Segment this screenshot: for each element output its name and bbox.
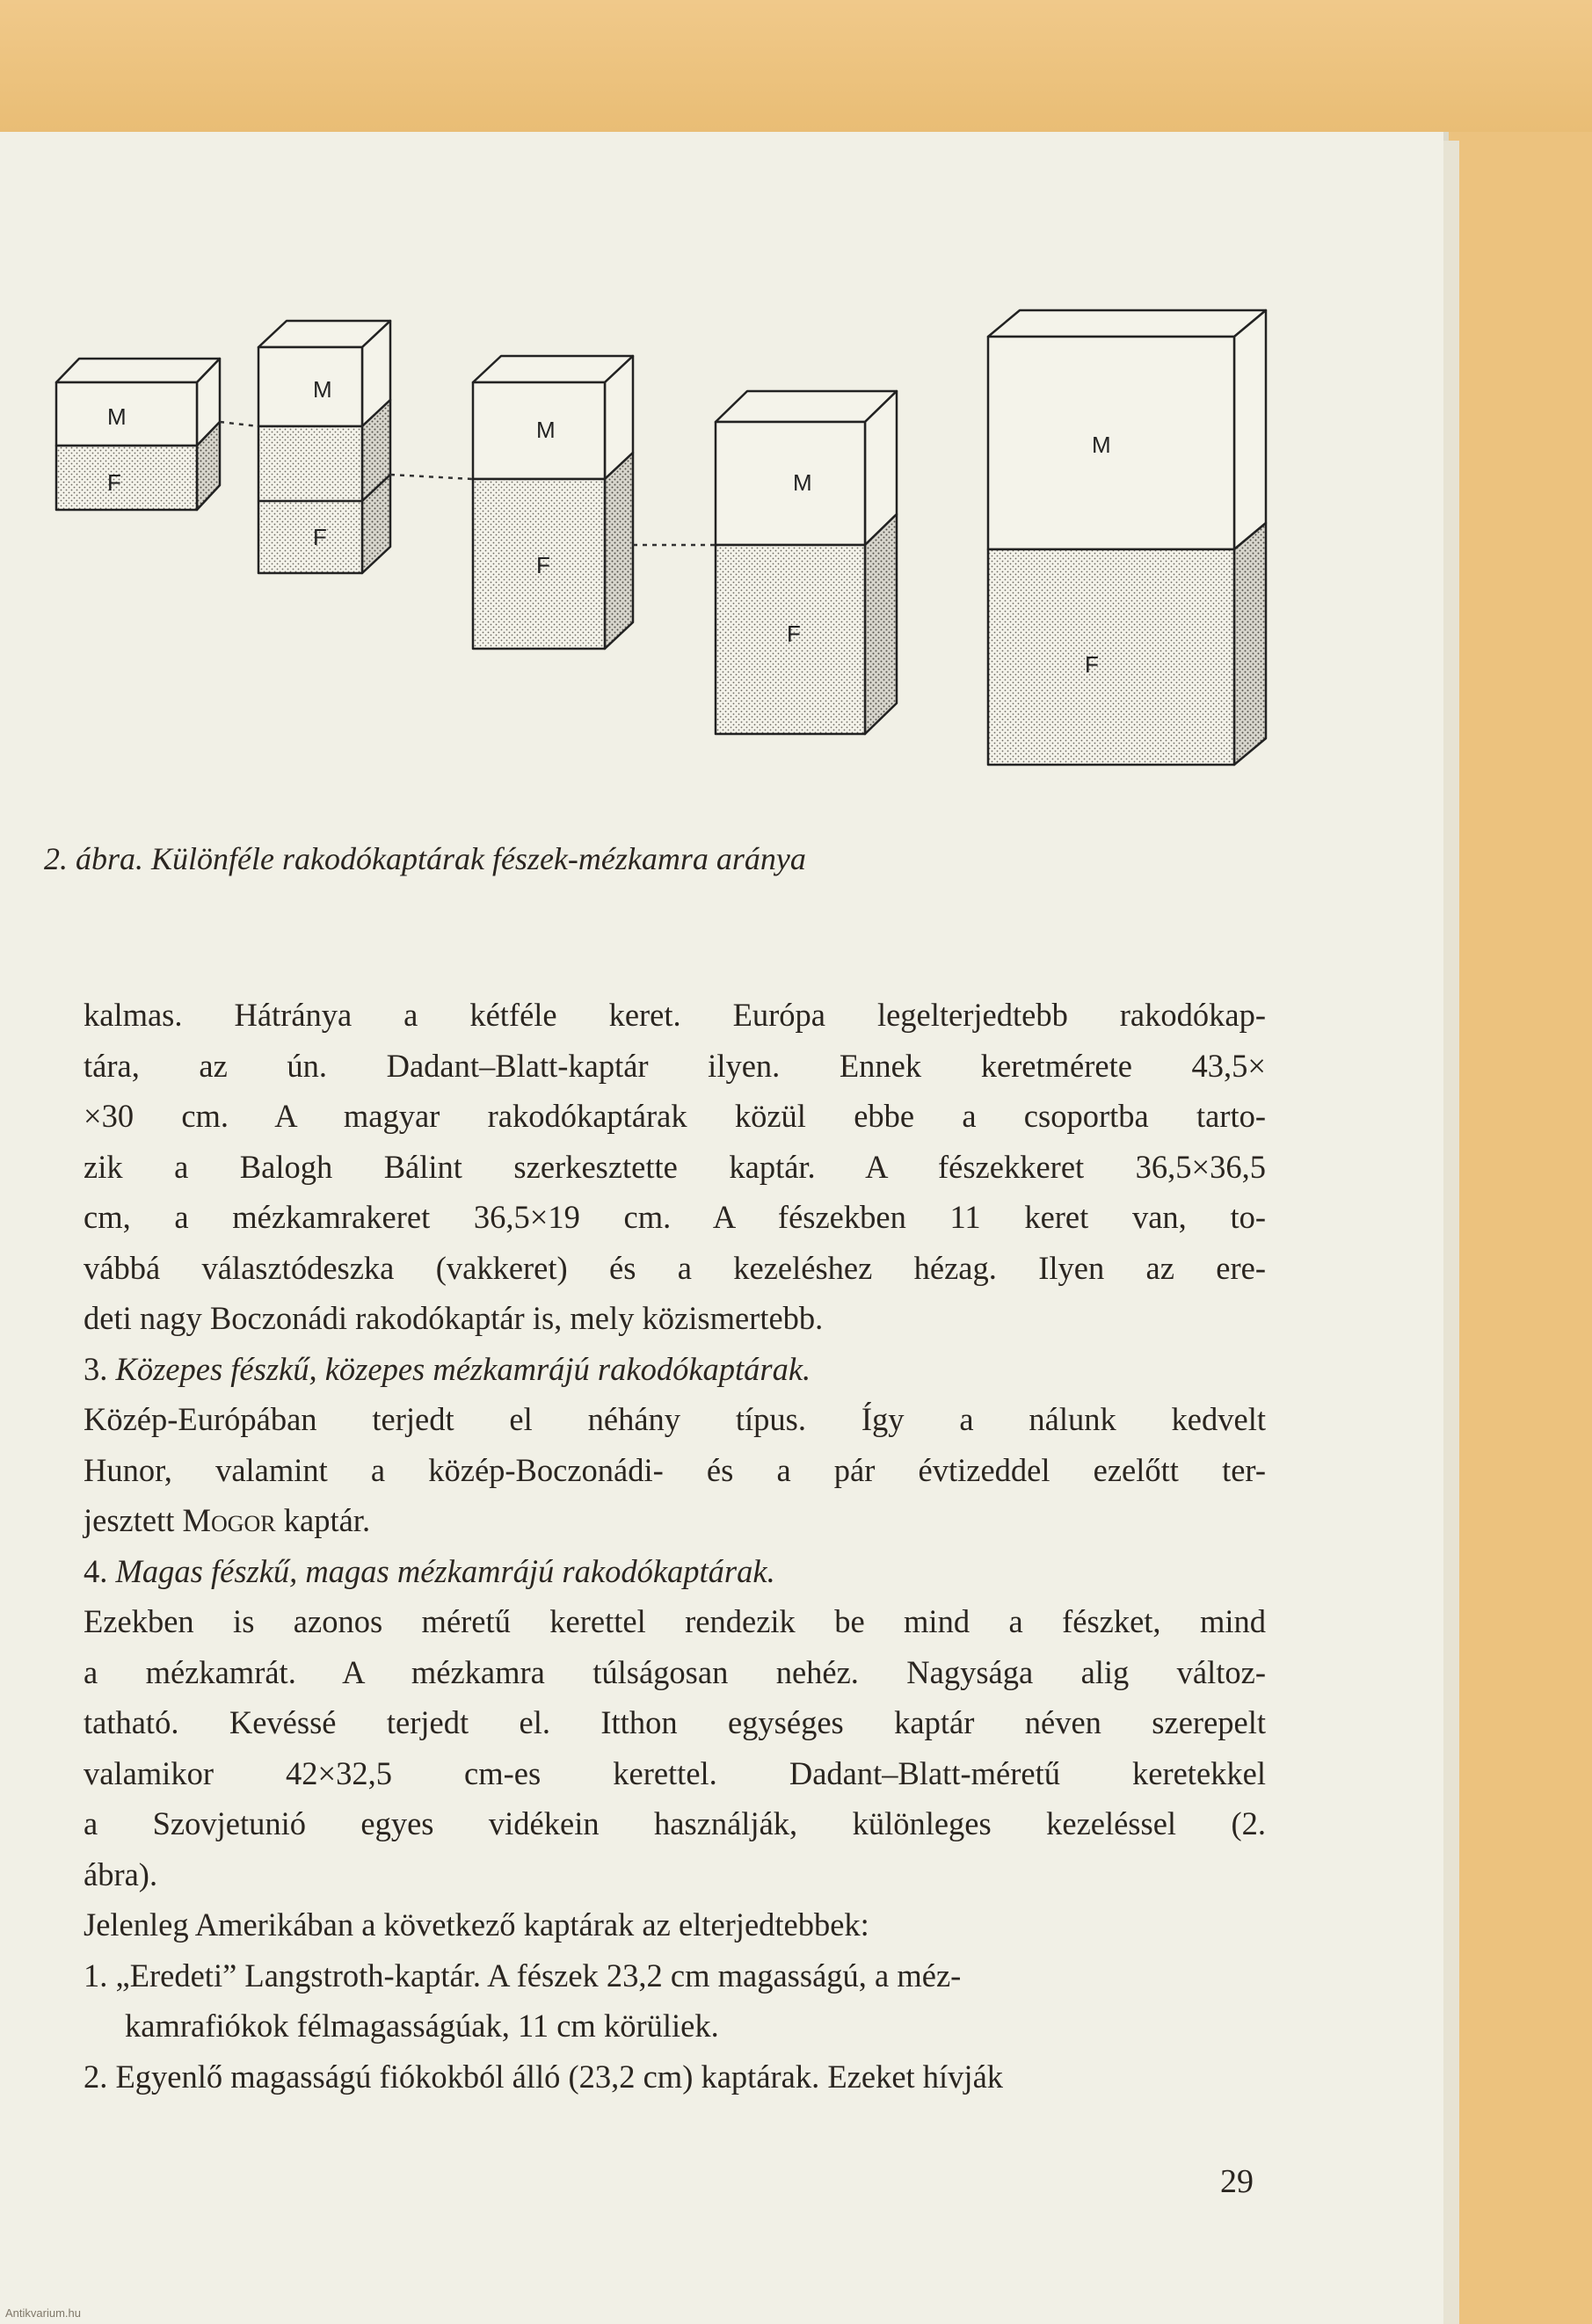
hive-4 [716, 391, 897, 734]
text-line: zik a Balogh Bálint szerkesztette kaptár. A fészekkeret 36,5×36,5 [84, 1148, 1266, 1185]
hive-3 [473, 356, 633, 649]
hive-2-label-f: F [313, 524, 327, 550]
text-line: Ezekben is azonos méretű kerettel rendezik be mind a fészket, mind [84, 1603, 1266, 1639]
text-line: a Szovjetunió egyes vidékein használják, különleges kezeléssel (2. [84, 1805, 1266, 1841]
watermark: Antikvarium.hu [5, 2306, 81, 2320]
page-number: 29 [1220, 2163, 1254, 2200]
america-intro: Jelenleg Amerikában a következő kaptárak az elterjedtebbek: [84, 1906, 869, 1943]
hive-3-label-f: F [536, 552, 550, 578]
text-line: deti nagy Boczonádi rakodókaptár is, mely közismertebb. [84, 1300, 824, 1336]
text-line: Hunor, valamint a közép-Boczonádi- és a pár évtizeddel ezelőtt ter- [84, 1451, 1266, 1488]
text-line: tatható. Kevéssé terjedt el. Itthon egységes kaptár néven szerepelt [84, 1704, 1266, 1740]
background-top [0, 0, 1592, 132]
text-line: tára, az ún. Dadant–Blatt-kaptár ilyen. Ennek keretmérete 43,5× [84, 1047, 1266, 1084]
text-line: a mézkamrát. A mézkamra túlságosan nehéz. Nagysága alig változ- [84, 1653, 1266, 1690]
text-fragment: kaptár. [275, 1502, 371, 1538]
brand-name: Mogor [182, 1502, 276, 1538]
item-4-number: 4. [84, 1552, 108, 1589]
hive-ratio-figure [44, 299, 1292, 844]
list-item-1 [84, 1950, 1266, 2001]
hive-2-label-m: M [313, 376, 332, 403]
list-text: Egyenlő magasságú fiókokból álló (23,2 cm) kaptárak. Ezeket hívják [115, 2058, 1004, 2095]
text-line: valamikor 42×32,5 cm-es kerettel. Dadant–Blatt-méretű keretekkel [84, 1754, 1266, 1791]
hive-3-label-m: M [536, 417, 556, 443]
hive-4-label-f: F [787, 621, 801, 647]
page-edge [1443, 141, 1459, 2324]
list-number: 1. [84, 1957, 108, 1994]
text-line: ábra). [84, 1856, 158, 1892]
hive-5-label-m: M [1092, 432, 1111, 458]
item-4-title: Magas fészkű, magas mézkamrájú rakodókaptárak. [115, 1552, 775, 1589]
hive-4-label-m: M [793, 469, 812, 496]
hive-5-label-f: F [1085, 651, 1099, 678]
list-number: 2. [84, 2058, 108, 2095]
list-item-2 [84, 2052, 1266, 2102]
item-4-heading [84, 1546, 1266, 1597]
list-text: „Eredeti” Langstroth-kaptár. A fészek 23,2 cm magasságú, a méz- [115, 1957, 962, 1994]
hive-1 [56, 359, 220, 510]
text-line: ×30 cm. A magyar rakodókaptárak közül ebbe a csoportba tarto- [84, 1098, 1266, 1134]
text-line: cm, a mézkamrakeret 36,5×19 cm. A fészekben 11 keret van, to- [84, 1199, 1266, 1235]
hive-5 [988, 310, 1266, 765]
text-line: vábbá választódeszka (vakkeret) és a kezeléshez hézag. Ilyen az ere- [84, 1249, 1266, 1286]
text-fragment: jesztett [84, 1502, 183, 1538]
hive-1-label-f: F [107, 469, 121, 496]
item-3-number: 3. [84, 1350, 108, 1387]
item-3-title: Közepes fészkű, közepes mézkamrájú rakodókaptárak. [115, 1350, 811, 1387]
item-3-heading [84, 1344, 1266, 1395]
figure-caption: 2. ábra. Különféle rakodókaptárak fészek-mézkamra aránya [44, 841, 806, 876]
list-item-1-cont: kamrafiókok félmagasságúak, 11 cm körüliek. [125, 2008, 719, 2044]
text-line: Közép-Európában terjedt el néhány típus. Így a nálunk kedvelt [84, 1401, 1266, 1437]
text-line: kalmas. Hátránya a kétféle keret. Európa legelterjedtebb rakodókap- [84, 997, 1266, 1033]
body-text [84, 990, 1266, 2102]
text-line [84, 1495, 1266, 1546]
hive-1-label-m: M [107, 403, 127, 430]
